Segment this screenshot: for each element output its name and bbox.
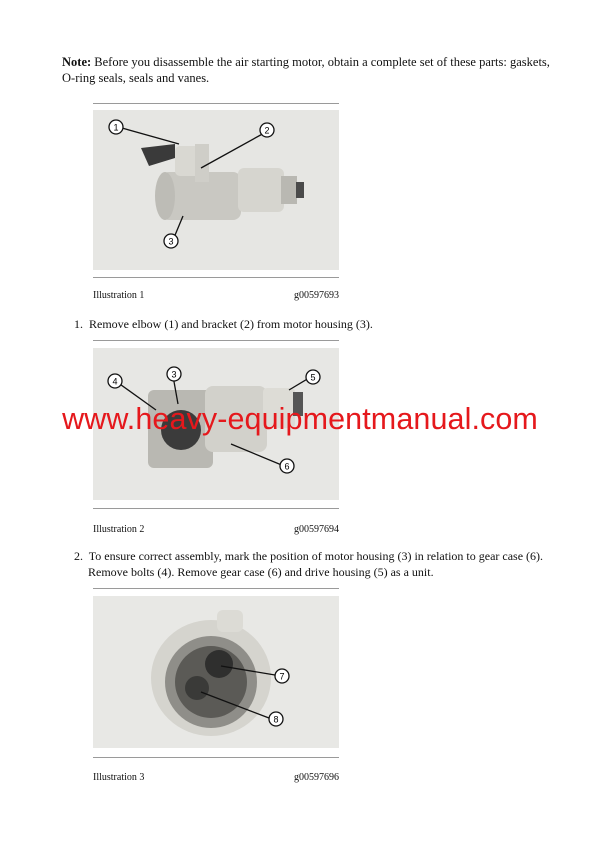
watermark: www.heavy-equipmentmanual.com [62, 402, 538, 436]
svg-text:3: 3 [168, 236, 174, 247]
svg-text:7: 7 [279, 671, 285, 682]
figure-2-bottom-rule [93, 508, 339, 509]
figure-2-top-rule [93, 340, 339, 341]
figure-3-callouts [93, 596, 339, 748]
callout-6 [280, 459, 294, 473]
callout-3 [164, 234, 178, 248]
callout-4 [108, 374, 122, 388]
figure-3-top-rule [93, 588, 339, 589]
callout-7 [275, 669, 289, 683]
svg-text:6: 6 [284, 461, 290, 472]
callout-3 [167, 367, 181, 381]
step-2-text: To ensure correct assembly, mark the position of motor housing (3) in relation to gear case (6). Remove bolts (4). Remove gear case (6) and drive housing (5) as a unit. [88, 549, 544, 579]
figure-3-title: Illustration 3 [93, 772, 145, 783]
figure-3-bottom-rule [93, 757, 339, 758]
svg-text:5: 5 [310, 372, 316, 383]
step-2 [74, 548, 558, 580]
note-paragraph [62, 54, 552, 86]
step-1-number: 1. [74, 317, 83, 331]
figure-1-title: Illustration 1 [93, 290, 145, 301]
callout-8 [269, 712, 283, 726]
note-label: Note: [62, 55, 92, 69]
svg-text:2: 2 [264, 125, 270, 136]
note-text: Before you disassemble the air starting motor, obtain a complete set of these parts: gaskets, O-ring seals, seals and vanes. [62, 55, 550, 85]
figure-3-code: g00597696 [294, 772, 339, 783]
figure-1-callouts [93, 110, 339, 270]
step-1 [74, 316, 544, 332]
step-1-text: Remove elbow (1) and bracket (2) from motor housing (3). [89, 317, 373, 331]
svg-text:8: 8 [273, 714, 279, 725]
figure-1-code: g00597693 [294, 290, 339, 301]
figure-1-bottom-rule [93, 277, 339, 278]
figure-2-title: Illustration 2 [93, 524, 145, 535]
figure-1-top-rule [93, 103, 339, 104]
callout-5 [306, 370, 320, 384]
svg-text:3: 3 [171, 369, 177, 380]
figure-2-code: g00597694 [294, 524, 339, 535]
svg-text:4: 4 [112, 376, 118, 387]
callout-1 [109, 120, 123, 134]
step-2-number: 2. [74, 549, 83, 563]
svg-text:1: 1 [113, 122, 119, 133]
callout-2 [260, 123, 274, 137]
